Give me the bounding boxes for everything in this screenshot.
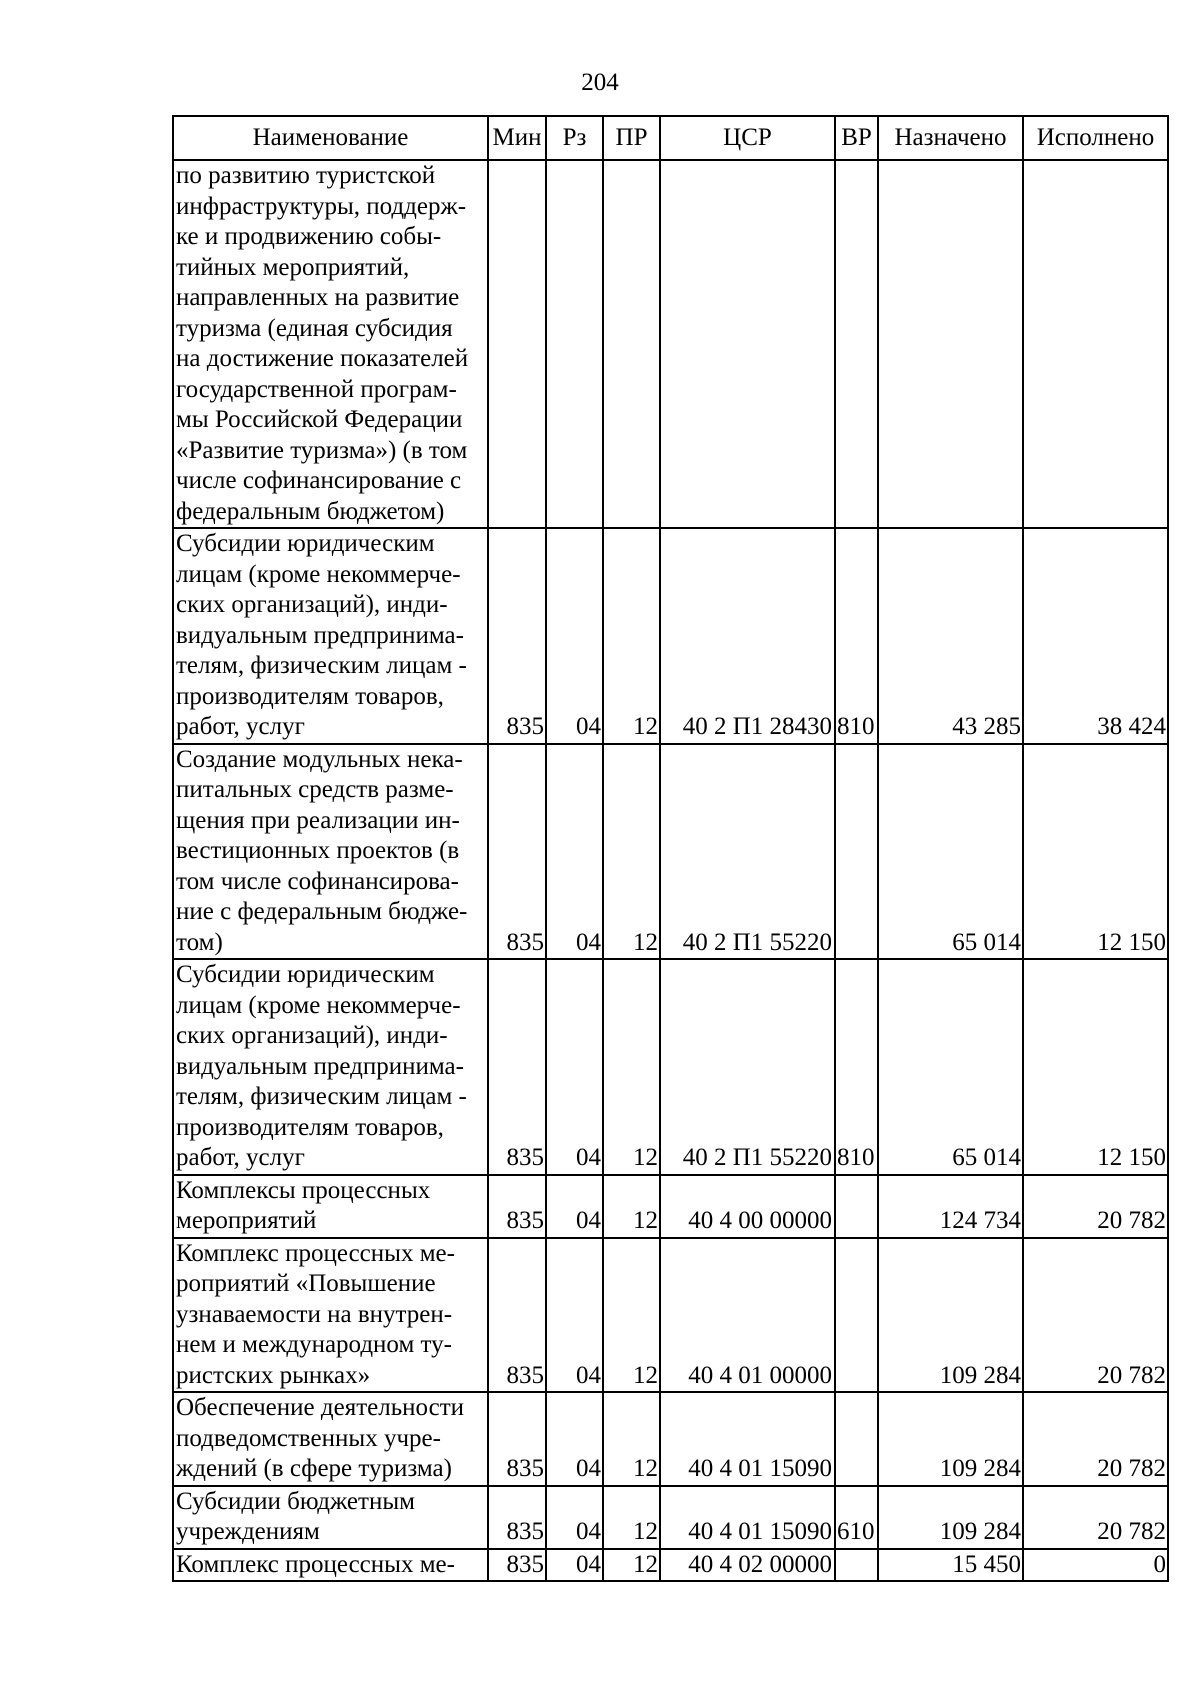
cell-vr: 810 [835, 528, 878, 744]
name-line: видуальным предпринима- [176, 1052, 464, 1080]
name-line: государственной програм- [176, 375, 457, 403]
cell-name [173, 959, 488, 1175]
name-line: мероприятий [176, 1207, 317, 1234]
cell-name [173, 744, 488, 960]
table-row [173, 160, 1168, 528]
header-executed: Исполнено [1023, 116, 1168, 160]
name-line: федеральным бюджетом) [176, 497, 445, 525]
table-row [173, 1486, 1168, 1549]
cell-name [173, 1175, 488, 1238]
name-line: вестиционных проектов (в [176, 837, 460, 864]
cell-assigned: 109 284 [878, 1392, 1023, 1486]
cell-csr: 40 4 01 15090 [660, 1486, 835, 1549]
cell-executed: 38 424 [1023, 528, 1168, 744]
cell-executed: 12 150 [1023, 959, 1168, 1175]
cell-min: 835 [488, 1238, 546, 1393]
cell-pr: 12 [603, 1486, 660, 1549]
name-line: работ, услуг [176, 1144, 305, 1171]
name-line: по развитию туристской [176, 162, 436, 189]
cell-pr [603, 160, 660, 528]
name-line: ние с федеральным бюдже- [176, 898, 468, 925]
name-line: узнаваемости на внутрен- [176, 1300, 453, 1328]
name-line: ждений (в сфере туризма) [176, 1455, 452, 1482]
name-line: Комплекс процессных ме- [176, 1550, 455, 1578]
cell-name [173, 160, 488, 528]
name-line: щения при реализации ин- [176, 806, 460, 834]
cell-min: 835 [488, 959, 546, 1175]
name-line: мы Российской Федерации [176, 406, 463, 433]
cell-rz: 04 [546, 1392, 603, 1486]
cell-min: 835 [488, 1392, 546, 1486]
cell-name [173, 1549, 488, 1582]
name-line: инфраструктуры, поддерж- [176, 192, 467, 220]
name-line: Создание модульных нека- [176, 745, 463, 773]
name-line: учреждениям [176, 1518, 320, 1545]
cell-assigned [878, 160, 1023, 528]
cell-executed: 20 782 [1023, 1175, 1168, 1238]
cell-csr: 40 4 00 00000 [660, 1175, 835, 1238]
name-line: туризма (единая субсидия [176, 314, 453, 342]
cell-rz: 04 [546, 1175, 603, 1238]
cell-csr [660, 160, 835, 528]
name-line: числе софинансирование с [176, 467, 462, 494]
table-row [173, 1549, 1168, 1582]
header-csr: ЦСР [660, 116, 835, 160]
header-min: Мин [488, 116, 546, 160]
name-line: направленных на развитие [176, 284, 460, 311]
name-line: подведомственных учре- [176, 1424, 441, 1452]
name-line: роприятий «Повышение [176, 1270, 436, 1297]
cell-vr [835, 1238, 878, 1393]
cell-min: 835 [488, 744, 546, 960]
cell-pr: 12 [603, 1392, 660, 1486]
name-line: том) [176, 928, 223, 956]
cell-csr: 40 4 02 00000 [660, 1549, 835, 1582]
header-name: Наименование [173, 116, 488, 160]
cell-vr [835, 1175, 878, 1238]
name-line: на достижение показателей [176, 345, 469, 372]
name-line: питальных средств разме- [176, 776, 454, 803]
table-body [173, 160, 1168, 1581]
cell-vr: 610 [835, 1486, 878, 1549]
cell-executed: 20 782 [1023, 1238, 1168, 1393]
cell-vr [835, 744, 878, 960]
cell-csr: 40 2 П1 55220 [660, 959, 835, 1175]
name-line: производителям товаров, [176, 1113, 444, 1141]
cell-pr: 12 [603, 1175, 660, 1238]
cell-min: 835 [488, 1175, 546, 1238]
name-line: Обеспечение деятельности [176, 1394, 465, 1421]
cell-vr [835, 160, 878, 528]
cell-pr: 12 [603, 528, 660, 744]
header-pr: ПР [603, 116, 660, 160]
name-line: Субсидии бюджетным [176, 1487, 415, 1515]
table-header-row [173, 116, 1168, 160]
cell-csr: 40 4 01 15090 [660, 1392, 835, 1486]
name-line: лицам (кроме некоммерче- [176, 560, 461, 588]
cell-assigned: 43 285 [878, 528, 1023, 744]
name-line: телям, физическим лицам - [176, 652, 467, 679]
header-rz: Рз [546, 116, 603, 160]
table-row [173, 959, 1168, 1175]
name-line: ских организаций), инди- [176, 1022, 448, 1049]
page-number: 204 [581, 69, 619, 96]
cell-pr: 12 [603, 1549, 660, 1582]
name-line: нем и международном ту- [176, 1331, 452, 1358]
cell-csr: 40 2 П1 55220 [660, 744, 835, 960]
cell-rz: 04 [546, 1486, 603, 1549]
cell-assigned: 65 014 [878, 744, 1023, 960]
table-row [173, 1392, 1168, 1486]
name-line: видуальным предпринима- [176, 621, 464, 649]
cell-rz: 04 [546, 959, 603, 1175]
budget-table [172, 115, 1169, 1582]
cell-executed: 12 150 [1023, 744, 1168, 960]
cell-executed [1023, 160, 1168, 528]
name-line: телям, физическим лицам - [176, 1083, 467, 1110]
cell-assigned: 109 284 [878, 1486, 1023, 1549]
cell-csr: 40 2 П1 28430 [660, 528, 835, 744]
name-line: тийных мероприятий, [176, 253, 410, 281]
table-row [173, 528, 1168, 744]
table-row [173, 744, 1168, 960]
cell-name [173, 1238, 488, 1393]
name-line: лицам (кроме некоммерче- [176, 991, 461, 1019]
name-line: ских организаций), инди- [176, 591, 448, 618]
cell-rz [546, 160, 603, 528]
cell-assigned: 65 014 [878, 959, 1023, 1175]
name-line: Субсидии юридическим [176, 961, 435, 988]
cell-rz: 04 [546, 528, 603, 744]
table-row [173, 1175, 1168, 1238]
cell-min [488, 160, 546, 528]
cell-min: 835 [488, 528, 546, 744]
cell-vr [835, 1549, 878, 1582]
cell-executed: 0 [1023, 1549, 1168, 1582]
name-line: ристских рынках» [176, 1361, 371, 1389]
cell-pr: 12 [603, 1238, 660, 1393]
cell-executed: 20 782 [1023, 1486, 1168, 1549]
cell-assigned: 124 734 [878, 1175, 1023, 1238]
name-line: Комплекс процессных ме- [176, 1239, 455, 1267]
cell-min: 835 [488, 1486, 546, 1549]
header-vr: ВР [835, 116, 878, 160]
cell-rz: 04 [546, 744, 603, 960]
cell-pr: 12 [603, 744, 660, 960]
cell-name [173, 1486, 488, 1549]
cell-vr [835, 1392, 878, 1486]
cell-rz: 04 [546, 1238, 603, 1393]
name-line: работ, услуг [176, 713, 305, 740]
cell-csr: 40 4 01 00000 [660, 1238, 835, 1393]
cell-pr: 12 [603, 959, 660, 1175]
name-line: Комплексы процессных [176, 1176, 431, 1204]
cell-vr: 810 [835, 959, 878, 1175]
table-row [173, 1238, 1168, 1393]
cell-assigned: 109 284 [878, 1238, 1023, 1393]
cell-name [173, 1392, 488, 1486]
header-assigned: Назначено [878, 116, 1023, 160]
name-line: ке и продвижению собы- [176, 223, 442, 250]
cell-executed: 20 782 [1023, 1392, 1168, 1486]
cell-name [173, 528, 488, 744]
cell-rz: 04 [546, 1549, 603, 1582]
name-line: производителям товаров, [176, 682, 444, 710]
name-line: том числе софинансирова- [176, 867, 459, 895]
cell-assigned: 15 450 [878, 1549, 1023, 1582]
name-line: «Развитие туризма») (в том [176, 436, 468, 464]
cell-min: 835 [488, 1549, 546, 1582]
name-line: Субсидии юридическим [176, 530, 435, 557]
